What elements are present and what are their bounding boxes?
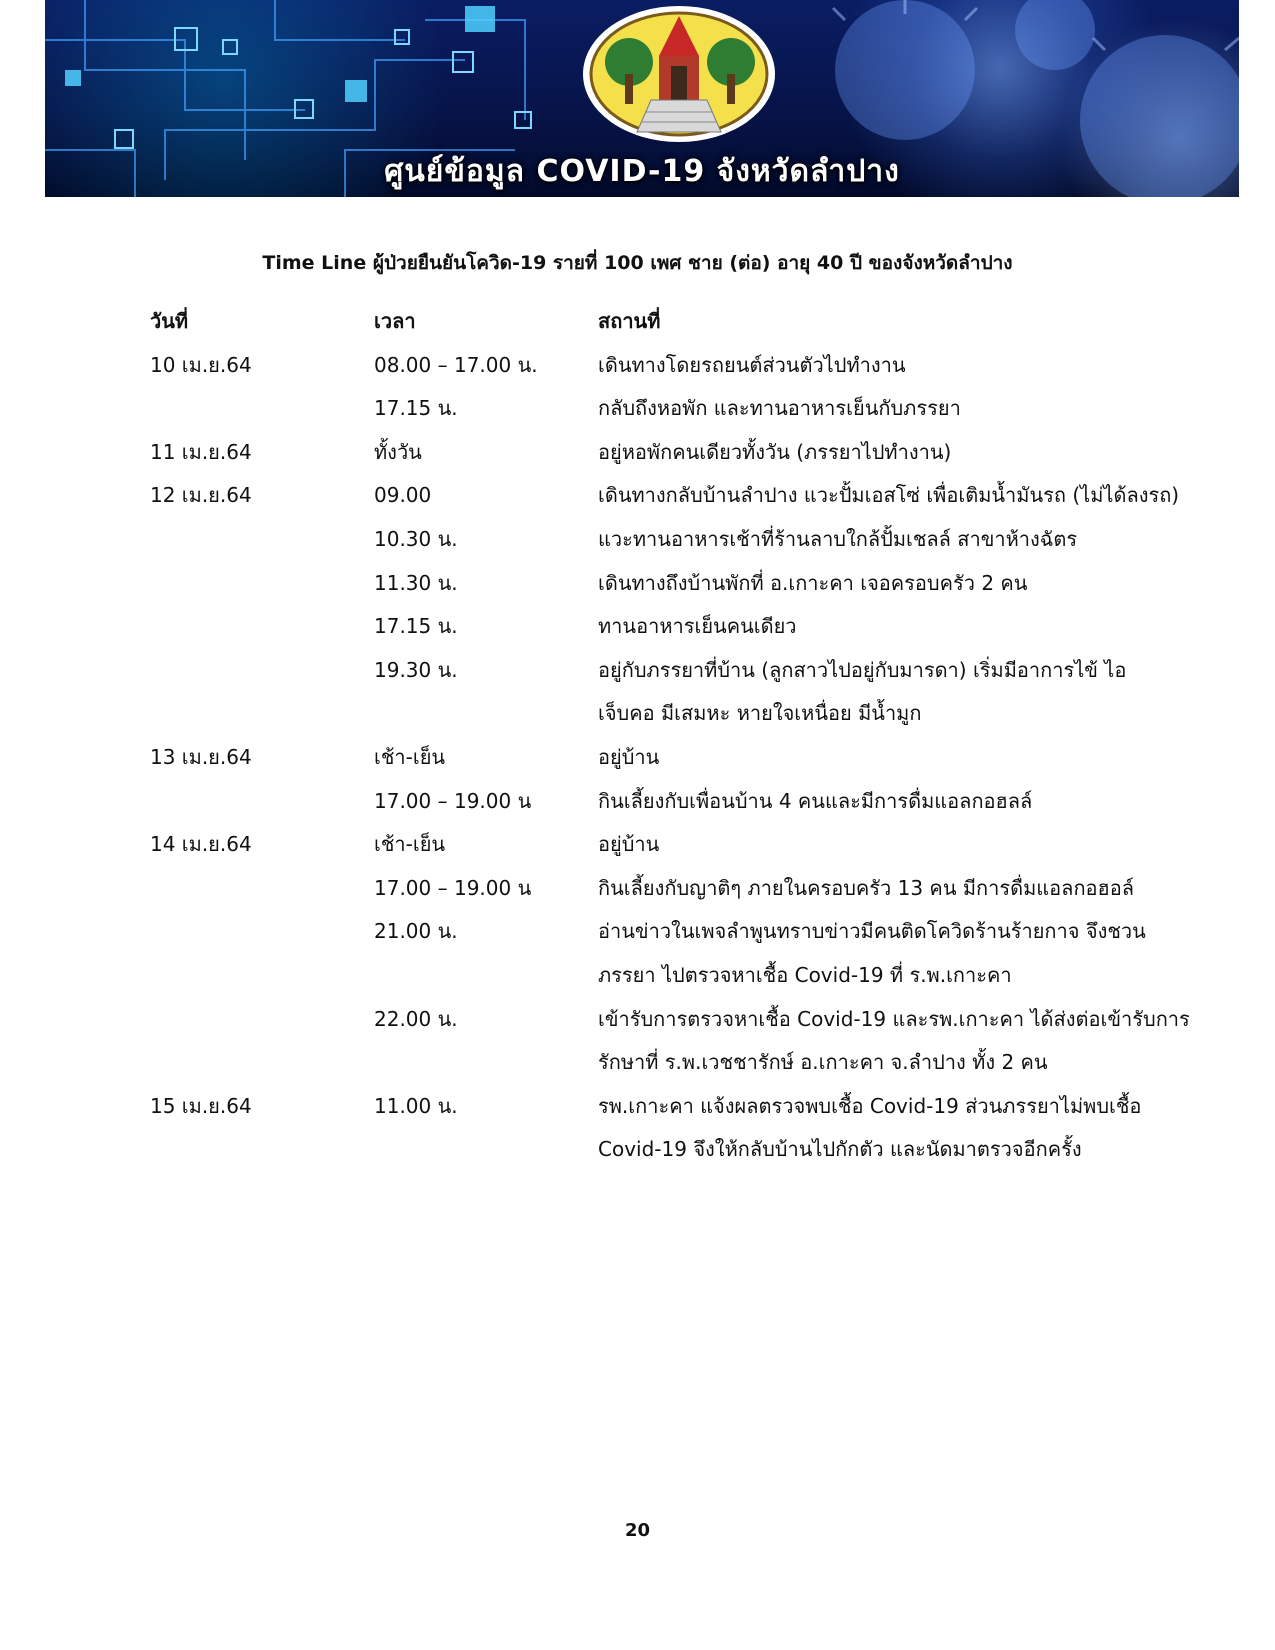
row-place: รักษาที่ ร.พ.เวชชารักษ์ อ.เกาะคา จ.ลำปาง ทั้ง 2 คน xyxy=(598,1050,1048,1075)
row-place: อยู่บ้าน xyxy=(598,832,660,857)
table-row xyxy=(150,649,1200,693)
table-row xyxy=(150,692,1200,736)
row-time: 21.00 น. xyxy=(374,919,458,944)
header-place: สถานที่ xyxy=(598,309,661,333)
table-row xyxy=(150,344,1200,388)
row-place: เจ็บคอ มีเสมหะ หายใจเหนื่อย มีน้ำมูก xyxy=(598,701,922,726)
row-time: เช้า-เย็น xyxy=(374,832,446,857)
table-row xyxy=(150,780,1200,824)
row-date: 15 เม.ย.64 xyxy=(150,1093,252,1118)
row-date: 12 เม.ย.64 xyxy=(150,483,252,508)
timeline-rows xyxy=(150,344,1200,1172)
table-row xyxy=(150,823,1200,867)
row-date: 14 เม.ย.64 xyxy=(150,832,252,857)
row-date: 13 เม.ย.64 xyxy=(150,744,252,769)
table-row xyxy=(150,736,1200,780)
row-time: 17.15 น. xyxy=(374,614,458,639)
row-place: เดินทางถึงบ้านพักที่ อ.เกาะคา เจอครอบครัว 2 คน xyxy=(598,570,1028,595)
banner-title: ศูนย์ข้อมูล COVID-19 จังหวัดลำปาง xyxy=(384,154,900,189)
row-place: อยู่หอพักคนเดียวทั้งวัน (ภรรยาไปทำงาน) xyxy=(598,439,952,464)
table-row xyxy=(150,431,1200,475)
page-number: 20 xyxy=(624,1520,651,1541)
row-place: กินเลี้ยงกับญาติๆ ภายในครอบครัว 13 คน มีการดื่มแอลกอฮอล์ xyxy=(598,875,1135,900)
table-row xyxy=(150,474,1200,518)
table-row xyxy=(150,867,1200,911)
row-date: 10 เม.ย.64 xyxy=(150,352,252,377)
table-row xyxy=(150,518,1200,562)
row-time: 08.00 – 17.00 น. xyxy=(374,352,538,377)
row-place: ภรรยา ไปตรวจหาเชื้อ Covid-19 ที่ ร.พ.เกาะคา xyxy=(598,962,1012,987)
header-time: เวลา xyxy=(374,309,416,333)
row-place: อ่านข่าวในเพจลำพูนทราบข่าวมีคนติดโควิดร้านร้ายกาจ จึงชวน xyxy=(598,919,1146,944)
row-time: 17.00 – 19.00 น xyxy=(374,788,532,813)
row-place: กินเลี้ยงกับเพื่อนบ้าน 4 คนและมีการดื่มแอลกอฮลล์ xyxy=(598,788,1033,813)
timeline-header-row xyxy=(150,300,1200,344)
row-place: เดินทางโดยรถยนต์ส่วนตัวไปทำงาน xyxy=(598,352,906,377)
row-place: อยู่บ้าน xyxy=(598,744,660,769)
table-row xyxy=(150,1041,1200,1085)
table-row xyxy=(150,562,1200,606)
row-time: 22.00 น. xyxy=(374,1006,458,1031)
row-place: ทานอาหารเย็นคนเดียว xyxy=(598,614,797,639)
row-place: เข้ารับการตรวจหาเชื้อ Covid-19 และรพ.เกาะคา ได้ส่งต่อเข้ารับการ xyxy=(598,1006,1190,1031)
row-time: 10.30 น. xyxy=(374,526,458,551)
table-row xyxy=(150,1085,1200,1129)
row-time: 17.00 – 19.00 น xyxy=(374,875,532,900)
row-place: กลับถึงหอพัก และทานอาหารเย็นกับภรรยา xyxy=(598,396,961,421)
row-place: อยู่กับภรรยาที่บ้าน (ลูกสาวไปอยู่กับมารดา) เริ่มมีอาการไข้ ไอ xyxy=(598,657,1127,682)
row-time: ทั้งวัน xyxy=(374,439,422,464)
table-row xyxy=(150,998,1200,1042)
table-row xyxy=(150,910,1200,954)
row-time: 09.00 xyxy=(374,483,432,508)
document-title: Time Line ผู้ป่วยยืนยันโควิด-19 รายที่ 100 เพศ ชาย (ต่อ) อายุ 40 ปี ของจังหวัดลำปาง xyxy=(262,252,1013,274)
row-time: เช้า-เย็น xyxy=(374,744,446,769)
row-time: 11.30 น. xyxy=(374,570,458,595)
row-place: Covid-19 จึงให้กลับบ้านไปกักตัว และนัดมาตรวจอีกครั้ง xyxy=(598,1137,1082,1162)
row-place: แวะทานอาหารเช้าที่ร้านลาบใกล้ปั้มเชลล์ สาขาห้างฉัตร xyxy=(598,526,1078,551)
row-time: 17.15 น. xyxy=(374,396,458,421)
row-place: เดินทางกลับบ้านลำปาง แวะปั้มเอสโซ่ เพื่อเติมน้ำมันรถ (ไม่ได้ลงรถ) xyxy=(598,483,1180,508)
row-place: รพ.เกาะคา แจ้งผลตรวจพบเชื้อ Covid-19 ส่วนภรรยาไม่พบเชื้อ xyxy=(598,1093,1142,1118)
row-date: 11 เม.ย.64 xyxy=(150,439,252,464)
table-row xyxy=(150,605,1200,649)
table-row xyxy=(150,1128,1200,1172)
header-banner xyxy=(45,0,1239,197)
lampang-province-seal-icon xyxy=(581,4,777,144)
row-time: 11.00 น. xyxy=(374,1093,458,1118)
header-date: วันที่ xyxy=(150,309,189,333)
row-time: 19.30 น. xyxy=(374,657,458,682)
table-row xyxy=(150,387,1200,431)
timeline-table xyxy=(150,300,1200,1172)
table-row xyxy=(150,954,1200,998)
